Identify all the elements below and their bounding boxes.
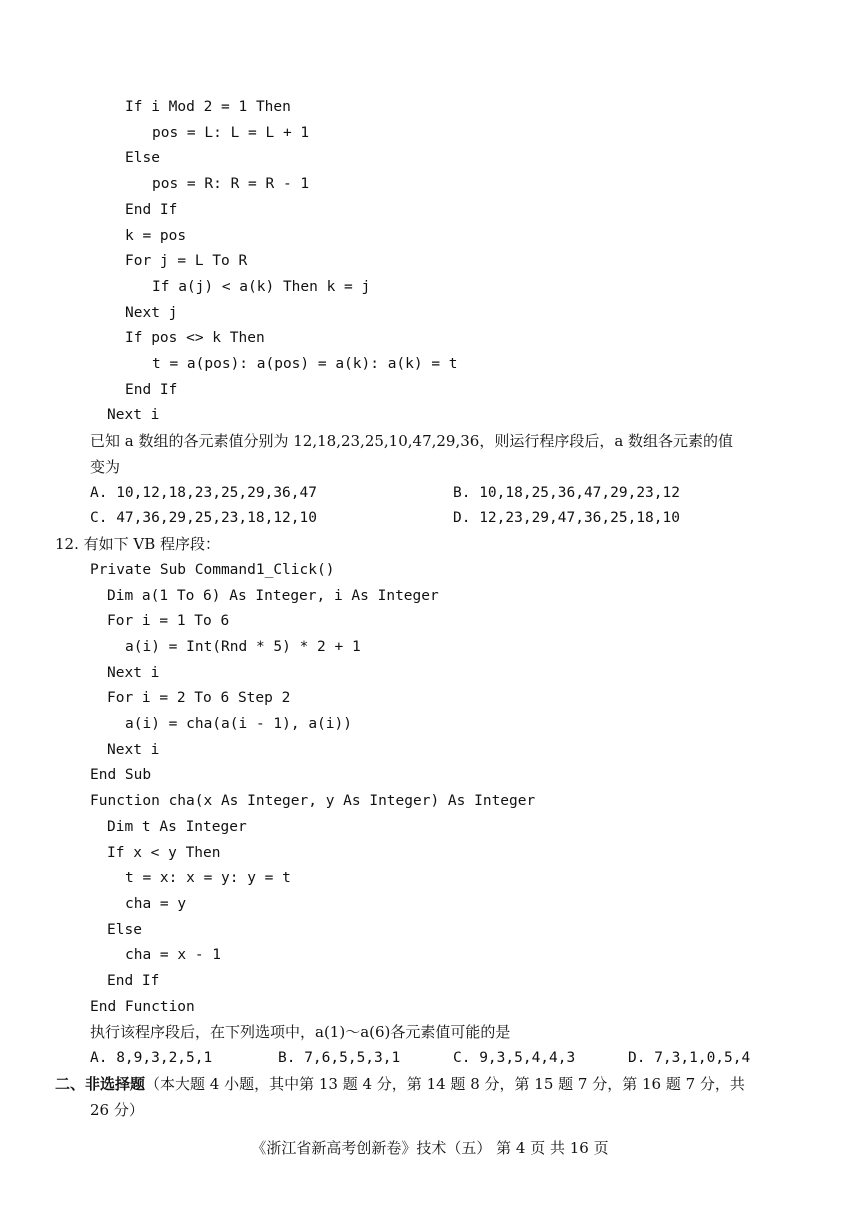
code-line: Else bbox=[107, 922, 142, 938]
q11-stem: 已知 a 数组的各元素值分别为 12,18,23,25,10,47,29,36，则运行程序段后，a 数组各元素的值 bbox=[90, 432, 734, 450]
code-line: End Function bbox=[90, 999, 195, 1015]
code-line: t = x: x = y: y = t bbox=[125, 870, 291, 886]
code-line: Next i bbox=[107, 742, 160, 758]
code-line: End Sub bbox=[90, 767, 152, 783]
code-line: End If bbox=[125, 202, 178, 218]
section2-heading bbox=[55, 1074, 745, 1094]
code-line: For i = 2 To 6 Step 2 bbox=[107, 690, 291, 706]
code-line: End If bbox=[107, 973, 160, 989]
code-line: If i Mod 2 = 1 Then bbox=[125, 99, 291, 115]
code-line: For i = 1 To 6 bbox=[107, 613, 230, 629]
q11-option-c: C. 47,36,29,25,23,18,12,10 bbox=[90, 510, 317, 526]
section2-title: 二、非选择题 bbox=[55, 1075, 146, 1093]
code-line: Private Sub Command1_Click() bbox=[90, 562, 335, 578]
code-line: t = a(pos): a(pos) = a(k): a(k) = t bbox=[152, 356, 458, 372]
q12-stem: 执行该程序段后，在下列选项中，a(1)～a(6)各元素值可能的是 bbox=[90, 1023, 511, 1041]
q12-option-b: B. 7,6,5,5,3,1 bbox=[278, 1050, 401, 1066]
q11-option-d: D. 12,23,29,47,36,25,18,10 bbox=[453, 510, 680, 526]
code-line: a(i) = cha(a(i - 1), a(i)) bbox=[125, 716, 352, 732]
code-line: pos = L: L = L + 1 bbox=[152, 125, 310, 141]
code-line: Dim t As Integer bbox=[107, 819, 247, 835]
code-line: k = pos bbox=[125, 228, 187, 244]
code-line: Dim a(1 To 6) As Integer, i As Integer bbox=[107, 588, 439, 604]
code-line: cha = x - 1 bbox=[125, 947, 222, 963]
q12-option-c: C. 9,3,5,4,4,3 bbox=[453, 1050, 576, 1066]
code-line: If x < y Then bbox=[107, 845, 221, 861]
q12-option-a: A. 8,9,3,2,5,1 bbox=[90, 1050, 213, 1066]
code-line: a(i) = Int(Rnd * 5) * 2 + 1 bbox=[125, 639, 361, 655]
code-line: pos = R: R = R - 1 bbox=[152, 176, 310, 192]
code-line: Next j bbox=[125, 305, 178, 321]
code-line: Next i bbox=[107, 665, 160, 681]
q12-option-d: D. 7,3,1,0,5,4 bbox=[628, 1050, 751, 1066]
q11-option-b: B. 10,18,25,36,47,29,23,12 bbox=[453, 485, 680, 501]
q11-option-a: A. 10,12,18,23,25,29,36,47 bbox=[90, 485, 317, 501]
code-line: Next i bbox=[107, 407, 160, 423]
q12-heading: 12. 有如下 VB 程序段： bbox=[55, 535, 221, 553]
page-footer: 《浙江省新高考创新卷》技术（五） 第 4 页 共 16 页 bbox=[251, 1139, 609, 1157]
section2-desc: （本大题 4 小题，其中第 13 题 4 分，第 14 题 8 分，第 15 题 7 分，第 16 题 7 分，共 bbox=[145, 1075, 745, 1093]
code-line: End If bbox=[125, 382, 178, 398]
section2-desc-cont: 26 分） bbox=[90, 1101, 144, 1119]
code-line: Else bbox=[125, 150, 160, 166]
q11-stem-cont: 变为 bbox=[90, 458, 121, 476]
code-line: If pos <> k Then bbox=[125, 330, 265, 346]
code-line: For j = L To R bbox=[125, 253, 248, 269]
code-line: Function cha(x As Integer, y As Integer) As Integer bbox=[90, 793, 536, 809]
code-line: cha = y bbox=[125, 896, 187, 912]
code-line: If a(j) < a(k) Then k = j bbox=[152, 279, 371, 295]
